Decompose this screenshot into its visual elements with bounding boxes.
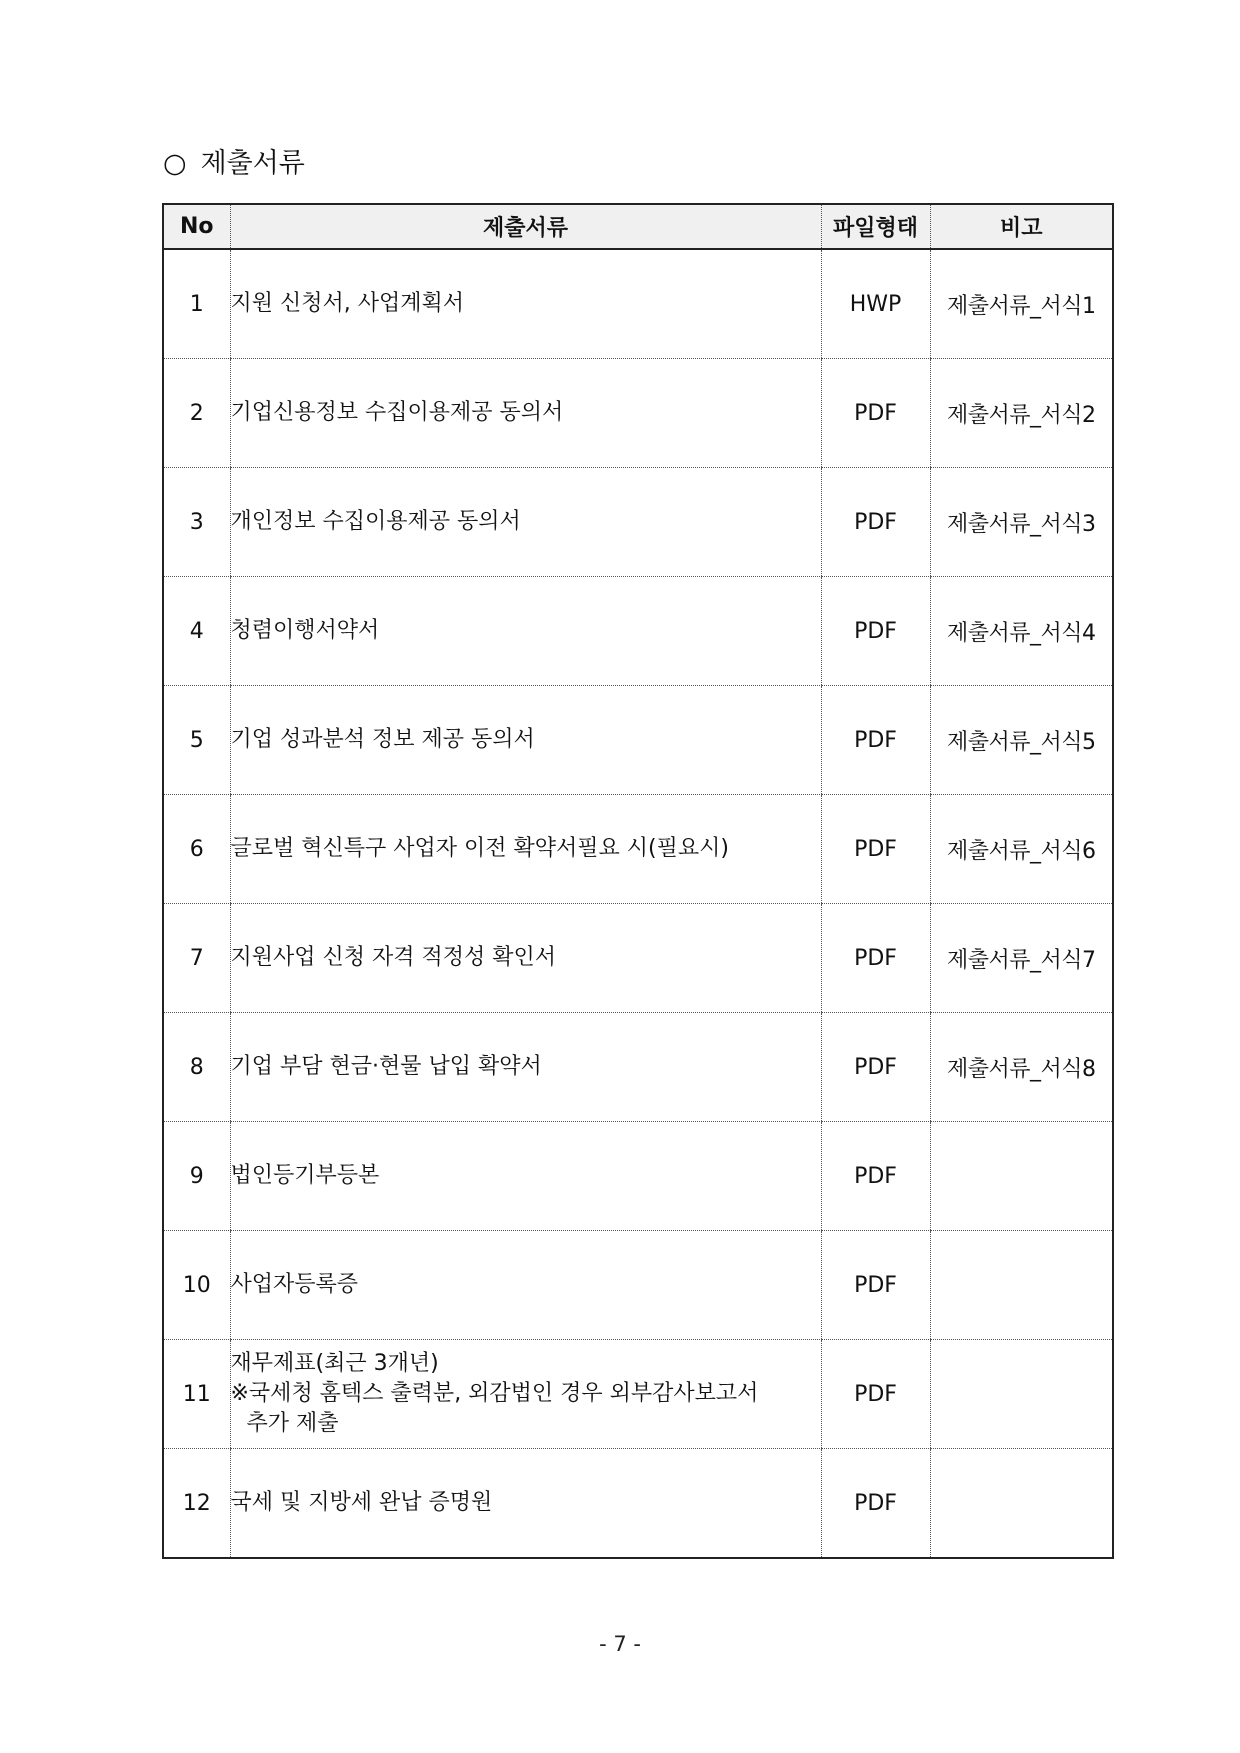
document-name xyxy=(230,1449,821,1559)
note-form-reference: 제출서류_서식5 xyxy=(930,686,1113,795)
document-name-line: 사업자등록증 xyxy=(230,1272,359,1297)
file-type: PDF xyxy=(821,1013,930,1122)
row-number: 7 xyxy=(163,904,230,1013)
table-row xyxy=(163,1449,1113,1559)
row-number: 10 xyxy=(163,1231,230,1340)
document-name-line: 국세 및 지방세 완납 증명원 xyxy=(230,1490,493,1515)
document-name-line: 청렴이행서약서 xyxy=(230,618,380,643)
table-row xyxy=(163,359,1113,468)
row-number: 4 xyxy=(163,577,230,686)
table-row xyxy=(163,249,1113,359)
file-type: PDF xyxy=(821,904,930,1013)
section-title-text: 제출서류 xyxy=(200,148,305,179)
document-name xyxy=(230,577,821,686)
document-name xyxy=(230,795,821,904)
row-number: 12 xyxy=(182,1490,211,1516)
row-number: 6 xyxy=(163,795,230,904)
header-note: 비고 xyxy=(930,204,1113,249)
document-name-line: 기업신용정보 수집이용제공 동의서 xyxy=(230,400,564,425)
table-row xyxy=(163,1013,1113,1122)
table-row xyxy=(163,577,1113,686)
row-number: 2 xyxy=(163,359,230,468)
section-heading xyxy=(163,146,305,182)
file-type: HWP xyxy=(821,249,930,359)
document-name xyxy=(230,1013,821,1122)
file-type: PDF xyxy=(821,577,930,686)
document-name-line: 지원사업 신청 자격 적정성 확인서 xyxy=(230,945,557,970)
file-type: PDF xyxy=(821,1340,930,1449)
note-form-reference: 제출서류_서식7 xyxy=(930,904,1113,1013)
row-number: 9 xyxy=(163,1122,230,1231)
note-form-reference: 제출서류_서식2 xyxy=(930,359,1113,468)
document-name-line: 기업 부담 현금·현물 납입 확약서 xyxy=(230,1054,542,1079)
document-name-line: 법인등기부등본 xyxy=(230,1163,380,1188)
submission-documents-table xyxy=(162,203,1114,1559)
document-name xyxy=(230,1122,821,1231)
table-row xyxy=(163,1231,1113,1340)
document-name xyxy=(230,359,821,468)
note-form-reference: 제출서류_서식4 xyxy=(930,577,1113,686)
circle-bullet-icon: ○ xyxy=(163,148,187,179)
file-type: PDF xyxy=(821,359,930,468)
row-number: 1 xyxy=(163,249,230,359)
document-name xyxy=(230,686,821,795)
note-form-reference: 제출서류_서식6 xyxy=(930,795,1113,904)
document-name-line: 지원 신청서, 사업계획서 xyxy=(230,291,465,316)
table-row xyxy=(163,1340,1113,1449)
file-type: PDF xyxy=(821,1122,930,1231)
note-form-reference xyxy=(930,1340,1113,1449)
header-document-name: 제출서류 xyxy=(230,204,821,249)
table-header-row xyxy=(163,204,1113,249)
document-name-line: 글로벌 혁신특구 사업자 이전 확약서필요 시(필요시) xyxy=(230,836,729,861)
file-type: PDF xyxy=(821,468,930,577)
table-row xyxy=(163,686,1113,795)
header-no: No xyxy=(163,204,230,249)
document-name xyxy=(230,249,821,359)
note-form-reference: 제출서류_서식1 xyxy=(930,249,1113,359)
row-number: 11 xyxy=(163,1340,230,1449)
table-body xyxy=(163,249,1113,1558)
document-name-line: ※국세청 홈텍스 출력분, 외감법인 경우 외부감사보고서 xyxy=(230,1381,759,1406)
note-form-reference xyxy=(930,1231,1113,1340)
header-file-type: 파일형태 xyxy=(821,204,930,249)
note-form-reference: 제출서류_서식3 xyxy=(930,468,1113,577)
note-form-reference: 제출서류_서식8 xyxy=(930,1013,1113,1122)
document-name-line: 재무제표(최근 3개년) xyxy=(230,1351,439,1376)
file-type: PDF xyxy=(821,686,930,795)
table-row xyxy=(163,795,1113,904)
row-number: 8 xyxy=(163,1013,230,1122)
document-name xyxy=(230,1231,821,1340)
table-row xyxy=(163,904,1113,1013)
document-name xyxy=(230,468,821,577)
page-number: - 7 - xyxy=(599,1632,641,1656)
document-name-line: 추가 제출 xyxy=(246,1411,339,1436)
note-form-reference xyxy=(930,1122,1113,1231)
document-name xyxy=(230,1340,821,1449)
document-name-line: 개인정보 수집이용제공 동의서 xyxy=(230,509,521,534)
note-form-reference xyxy=(930,1449,1113,1559)
row-number: 5 xyxy=(163,686,230,795)
file-type: PDF xyxy=(821,1449,930,1559)
document-name xyxy=(230,904,821,1013)
file-type: PDF xyxy=(821,795,930,904)
file-type: PDF xyxy=(821,1231,930,1340)
table-row xyxy=(163,468,1113,577)
table-row xyxy=(163,1122,1113,1231)
document-name-line: 기업 성과분석 정보 제공 동의서 xyxy=(230,727,535,752)
row-number: 3 xyxy=(163,468,230,577)
